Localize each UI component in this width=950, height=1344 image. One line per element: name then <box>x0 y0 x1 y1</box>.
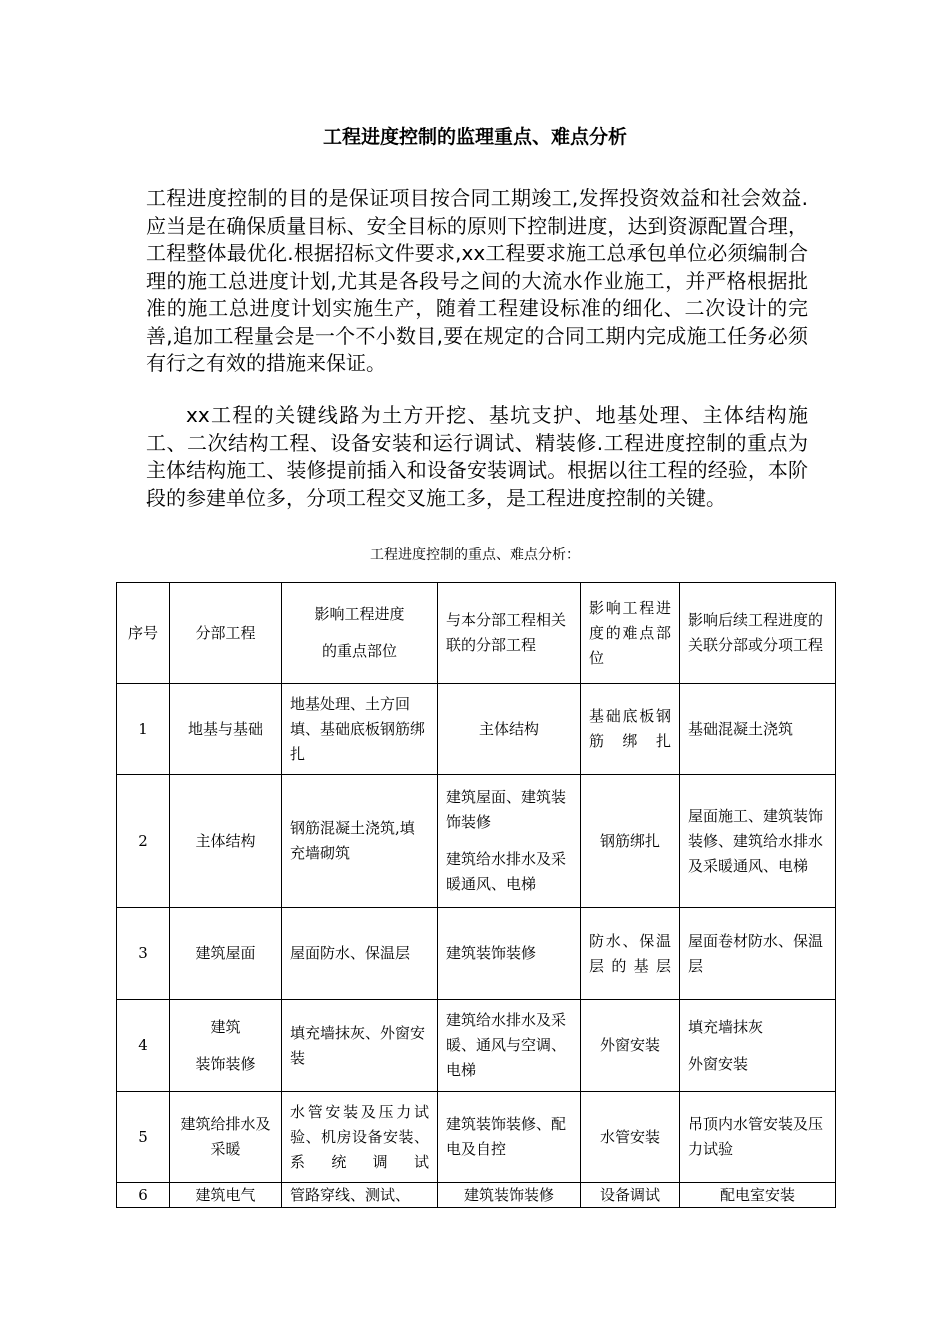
row-no: 4 <box>117 1000 170 1092</box>
row-subsequent: 吊顶内水管安装及压力试验 <box>680 1092 836 1183</box>
row-subsequent-part-a: 填充墙抹灰 <box>688 1017 764 1036</box>
row-subsequent <box>680 1000 836 1092</box>
row-related-part-b: 建筑给水排水及采暖通风、电梯 <box>446 850 567 893</box>
intro-paragraph: 工程进度控制的目的是保证项目按合同工期竣工,发挥投资效益和社会效益.应当是在确保质量目标、安全目标的原则下控制进度，达到资源配置合理，工程整体最优化.根据招标文件要求,xx工程要求施工总承包单位必须编制合理的施工总进度计划,尤其是各段号之间的大流水作业施工，并严格根据批准的施工总进度计划实施生产，随着工程建设标准的细化、二次设计的完善,追加工程量会是一个不小数目,要在规定的合同工期内完成施工任务必须有行之有效的措施来保证。 <box>146 186 808 375</box>
header-no: 序号 <box>117 583 170 684</box>
critical-path-paragraph: xx工程的关键线路为土方开挖、基坑支护、地基处理、主体结构施工、二次结构工程、设备安装和运行调试、精装修.工程进度控制的重点为主体结构施工、装修提前插入和设备安装调试。根据以往工程的经验，本阶段的参建单位多，分项工程交叉施工多，是工程进度控制的关键。 <box>146 403 808 510</box>
row-difficult: 钢筋绑扎 <box>581 775 680 908</box>
table-row <box>117 684 836 775</box>
row-no: 2 <box>117 775 170 908</box>
table-row <box>117 1092 836 1183</box>
row-related: 建筑给水排水及采暖、通风与空调、电梯 <box>438 1000 581 1092</box>
row-subsequent: 基础混凝土浇筑 <box>680 684 836 775</box>
row-key-part: 管路穿线、测试、 <box>282 1183 438 1208</box>
row-difficult: 设备调试 <box>581 1183 680 1208</box>
row-division: 建筑屋面 <box>170 908 282 1000</box>
row-division-part-b: 装饰装修 <box>195 1054 256 1073</box>
row-difficult: 外窗安装 <box>581 1000 680 1092</box>
table-row <box>117 1183 836 1208</box>
row-related: 主体结构 <box>438 684 581 775</box>
header-difficult: 影响工程进度的难点部位 <box>581 583 680 684</box>
row-division: 建筑电气 <box>170 1183 282 1208</box>
row-division <box>170 1000 282 1092</box>
row-no: 5 <box>117 1092 170 1183</box>
row-subsequent-part-b: 外窗安装 <box>688 1054 749 1073</box>
row-division: 主体结构 <box>170 775 282 908</box>
row-related-part-a: 建筑屋面、建筑装饰装修 <box>446 788 567 831</box>
row-difficult: 基础底板钢筋绑扎 <box>581 684 680 775</box>
row-subsequent: 屋面卷材防水、保温层 <box>680 908 836 1000</box>
header-subsequent: 影响后续工程进度的关联分部或分项工程 <box>680 583 836 684</box>
row-subsequent: 配电室安装 <box>680 1183 836 1208</box>
row-related: 建筑装饰装修 <box>438 1183 581 1208</box>
page-title: 工程进度控制的监理重点、难点分析 <box>322 126 627 148</box>
header-key-part <box>282 583 438 684</box>
row-key-part: 填充墙抹灰、外窗安装 <box>282 1000 438 1092</box>
row-related: 建筑装饰装修、配电及自控 <box>438 1092 581 1183</box>
row-key-part: 水管安装及压力试验、机房设备安装、系统调试 <box>282 1092 438 1183</box>
row-no: 6 <box>117 1183 170 1208</box>
row-no: 1 <box>117 684 170 775</box>
table-row <box>117 908 836 1000</box>
row-difficult: 防水、保温层的基层 <box>581 908 680 1000</box>
progress-analysis-table <box>116 582 836 1208</box>
row-related: 建筑装饰装修 <box>438 908 581 1000</box>
header-key-part-line2: 的重点部位 <box>321 642 397 660</box>
row-key-part: 屋面防水、保温层 <box>282 908 438 1000</box>
header-related: 与本分部工程相关联的分部工程 <box>438 583 581 684</box>
table-header-row <box>117 583 836 684</box>
row-division: 建筑给排水及采暖 <box>170 1092 282 1183</box>
row-division: 地基与基础 <box>170 684 282 775</box>
row-related <box>438 775 581 908</box>
row-key-part: 地基处理、土方回填、基础底板钢筋绑扎 <box>282 684 438 775</box>
row-difficult: 水管安装 <box>581 1092 680 1183</box>
header-key-part-line1: 影响工程进度 <box>314 605 405 623</box>
table-caption: 工程进度控制的重点、难点分析： <box>370 547 580 563</box>
header-division: 分部工程 <box>170 583 282 684</box>
row-no: 3 <box>117 908 170 1000</box>
table-row <box>117 1000 836 1092</box>
row-division-part-a: 建筑 <box>210 1017 241 1036</box>
table-row <box>117 775 836 908</box>
row-key-part: 钢筋混凝土浇筑,填充墙砌筑 <box>282 775 438 908</box>
row-subsequent: 屋面施工、建筑装饰装修、建筑给水排水及采暖通风、电梯 <box>680 775 836 908</box>
